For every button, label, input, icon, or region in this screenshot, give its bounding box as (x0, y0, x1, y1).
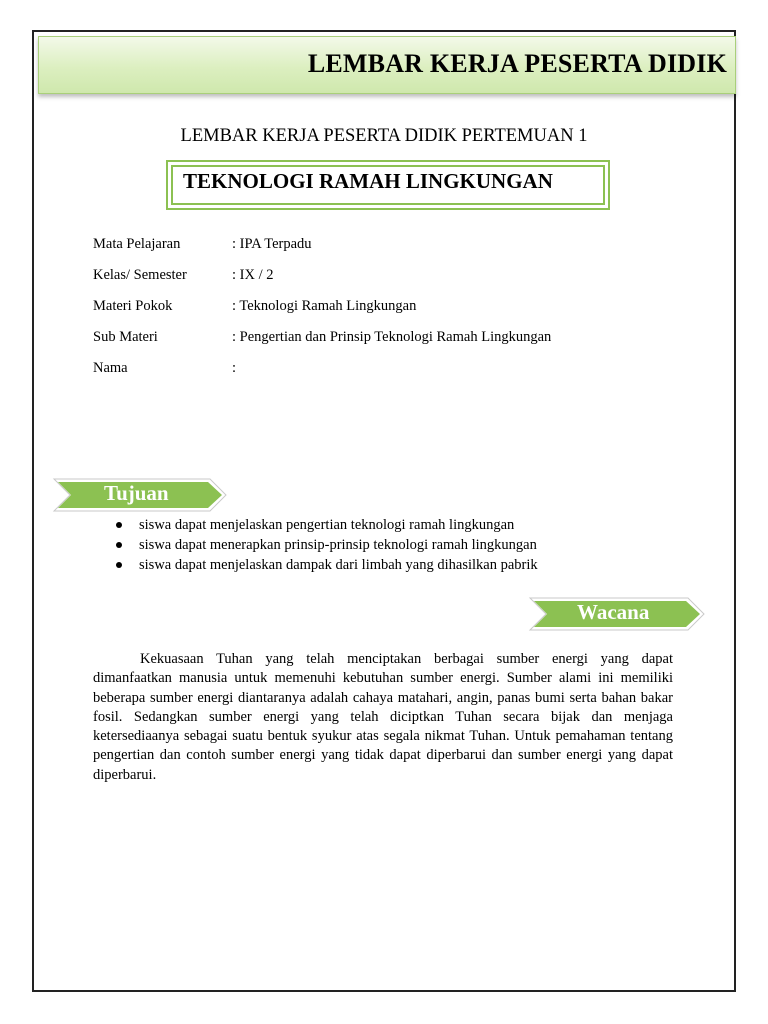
info-label: Kelas/ Semester (93, 267, 187, 283)
list-item (116, 517, 538, 537)
tujuan-list (116, 517, 538, 577)
tujuan-label: Tujuan (104, 481, 169, 505)
bullet-dot (116, 562, 122, 568)
info-label: Materi Pokok (93, 298, 173, 314)
bullet-dot (116, 522, 122, 528)
wacana-paragraph: Kekuasaan Tuhan yang telah menciptakan berbagai sumber energi yang dapat dimanfaatkan manusia untuk memenuhi kebutuhan sumber energi. Sumber alami ini memiliki beberapa sumber energi diantaranya adalah cahaya matahari, angin, panas bumi serta bahan bakar fosil. Sedangkan sumber energi yang telah diciptkan Tuhan secara bijak dan menjaga ketersediaanya sebagai suatu bentuk syukur atas segala nikmat Tuhan. Untuk pemahaman tentang pengertian dan contoh sumber energi yang tidak dapat diperbarui dan sumber energi yang dapat diperbarui. (93, 651, 673, 783)
list-item (116, 537, 538, 557)
info-value: : Teknologi Ramah Lingkungan (232, 298, 417, 314)
tujuan-tag (52, 478, 228, 512)
wacana-tag (528, 597, 706, 631)
worksheet-subtitle: LEMBAR KERJA PESERTA DIDIK PERTEMUAN 1 (180, 126, 588, 146)
page-title: LEMBAR KERJA PESERTA DIDIK (307, 49, 727, 78)
list-item-text: siswa dapat menerapkan prinsip-prinsip teknologi ramah lingkungan (139, 537, 537, 553)
topic-title: TEKNOLOGI RAMAH LINGKUNGAN (183, 169, 553, 193)
list-item-text: siswa dapat menjelaskan dampak dari limbah yang dihasilkan pabrik (139, 557, 538, 573)
bullet-dot (116, 542, 122, 548)
info-label: Nama (93, 360, 128, 376)
topic-box-inner (171, 165, 605, 205)
info-label: Sub Materi (93, 329, 158, 345)
list-item-text: siswa dapat menjelaskan pengertian teknologi ramah lingkungan (139, 517, 515, 533)
info-value: : IX / 2 (232, 267, 274, 283)
info-value: : IPA Terpadu (232, 236, 312, 252)
info-value: : (232, 360, 237, 376)
info-label: Mata Pelajaran (93, 236, 181, 252)
topic-box (166, 160, 610, 210)
header-banner (38, 36, 736, 94)
info-value: : Pengertian dan Prinsip Teknologi Ramah Lingkungan (232, 329, 552, 345)
wacana-label: Wacana (577, 600, 650, 624)
list-item (116, 557, 538, 577)
